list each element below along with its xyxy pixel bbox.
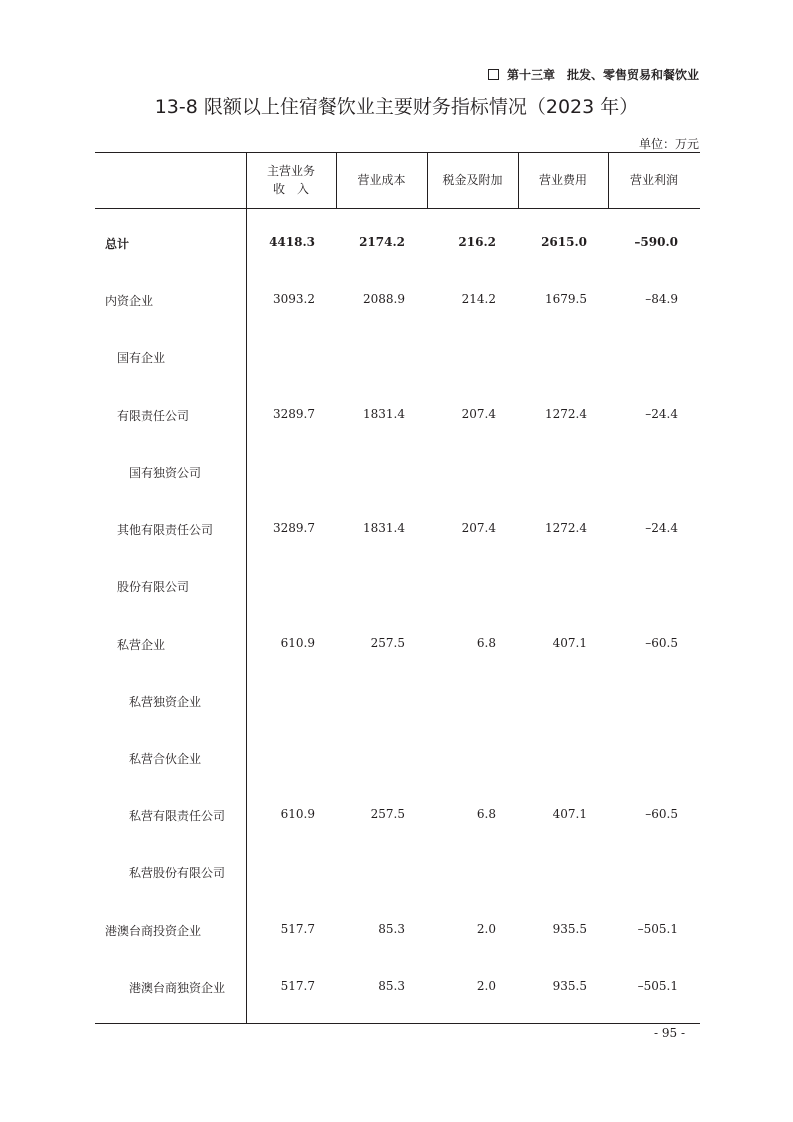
square-icon bbox=[488, 69, 499, 80]
header-text: 税金及附加 bbox=[442, 173, 503, 187]
row-label: 私营独资企业 bbox=[129, 695, 202, 709]
table-cell: 257.5 bbox=[370, 807, 405, 821]
table-row bbox=[95, 405, 700, 425]
row-label: 内资企业 bbox=[105, 294, 154, 308]
table-cell: –60.5 bbox=[645, 807, 678, 821]
row-label: 有限责任公司 bbox=[117, 409, 190, 423]
table-row bbox=[95, 862, 700, 882]
header-text: 收 入 bbox=[272, 182, 309, 196]
table-cell: 407.1 bbox=[552, 636, 587, 650]
table-cell: 1831.4 bbox=[363, 407, 405, 421]
unit-label: 单位：万元 bbox=[638, 137, 699, 151]
table-cell: 2174.2 bbox=[359, 235, 405, 249]
table-row bbox=[95, 634, 700, 654]
table-cell: 517.7 bbox=[280, 922, 315, 936]
table-row bbox=[95, 920, 700, 940]
table-cell: 6.8 bbox=[476, 807, 496, 821]
table-cell: –24.4 bbox=[645, 407, 678, 421]
header-taxes bbox=[427, 152, 518, 208]
table-cell: 517.7 bbox=[280, 979, 315, 993]
table-cell: 1831.4 bbox=[363, 521, 405, 535]
table-cell: 2615.0 bbox=[541, 235, 587, 249]
header-main-revenue bbox=[246, 152, 336, 208]
table-cell: 214.2 bbox=[461, 292, 496, 306]
table-cell: 3289.7 bbox=[273, 407, 315, 421]
row-label: 国有企业 bbox=[117, 351, 166, 365]
table-cell: 257.5 bbox=[370, 636, 405, 650]
table-cell: 216.2 bbox=[458, 235, 496, 249]
row-label: 国有独资公司 bbox=[129, 466, 202, 480]
table-cell: 1272.4 bbox=[545, 407, 587, 421]
header-text: 主营业务 bbox=[266, 164, 315, 178]
header-text: 营业利润 bbox=[629, 173, 678, 187]
table-row bbox=[95, 347, 700, 367]
table-row bbox=[95, 805, 700, 825]
table-cell: 1679.5 bbox=[545, 292, 587, 306]
table-cell: 85.3 bbox=[378, 979, 405, 993]
header-text: 营业费用 bbox=[538, 173, 587, 187]
table-cell: 207.4 bbox=[461, 407, 496, 421]
row-label: 其他有限责任公司 bbox=[117, 523, 214, 537]
table-cell: –24.4 bbox=[645, 521, 678, 535]
table-title: 13-8 限额以上住宿餐饮业主要财务指标情况（2023 年） bbox=[154, 96, 639, 118]
table-row bbox=[95, 748, 700, 768]
row-label: 港澳台商独资企业 bbox=[129, 981, 226, 995]
table-cell: –505.1 bbox=[637, 922, 678, 936]
row-label: 股份有限公司 bbox=[117, 580, 190, 594]
row-label: 私营有限责任公司 bbox=[129, 809, 226, 823]
header-operating-profit bbox=[608, 152, 700, 208]
table-cell: 2088.9 bbox=[363, 292, 405, 306]
header-operating-cost bbox=[336, 152, 427, 208]
table-cell: 610.9 bbox=[280, 807, 315, 821]
table-cell: 935.5 bbox=[552, 979, 587, 993]
row-label: 港澳台商投资企业 bbox=[105, 924, 202, 938]
table-cell: 610.9 bbox=[280, 636, 315, 650]
table-row bbox=[95, 691, 700, 711]
table-cell: 2.0 bbox=[476, 979, 496, 993]
row-label: 总计 bbox=[105, 237, 130, 251]
table-cell: 3289.7 bbox=[273, 521, 315, 535]
table-row bbox=[95, 462, 700, 482]
bottom-rule bbox=[95, 1023, 700, 1024]
table-cell: –590.0 bbox=[634, 235, 678, 249]
table-cell: –505.1 bbox=[637, 979, 678, 993]
table-row bbox=[95, 977, 700, 997]
table-cell: 207.4 bbox=[461, 521, 496, 535]
chapter-header bbox=[488, 66, 699, 83]
table-row bbox=[95, 290, 700, 310]
table-cell: 85.3 bbox=[378, 922, 405, 936]
table-cell: 2.0 bbox=[476, 922, 496, 936]
header-text: 营业成本 bbox=[357, 173, 406, 187]
table-cell: 407.1 bbox=[552, 807, 587, 821]
header-operating-expense bbox=[518, 152, 608, 208]
table-cell: 935.5 bbox=[552, 922, 587, 936]
table-cell: –84.9 bbox=[645, 292, 678, 306]
row-label: 私营股份有限公司 bbox=[129, 866, 226, 880]
table-cell: 1272.4 bbox=[545, 521, 587, 535]
table-cell: 6.8 bbox=[476, 636, 496, 650]
chapter-title: 第十三章 批发、零售贸易和餐饮业 bbox=[506, 68, 699, 82]
page-number: - 95 - bbox=[653, 1026, 685, 1040]
table-row bbox=[95, 519, 700, 539]
row-label: 私营合伙企业 bbox=[129, 752, 202, 766]
table-row bbox=[95, 576, 700, 596]
header-rule bbox=[95, 208, 700, 209]
row-label: 私营企业 bbox=[117, 638, 166, 652]
table-row bbox=[95, 233, 700, 253]
table-cell: 4418.3 bbox=[269, 235, 315, 249]
table-cell: 3093.2 bbox=[273, 292, 315, 306]
table-cell: –60.5 bbox=[645, 636, 678, 650]
